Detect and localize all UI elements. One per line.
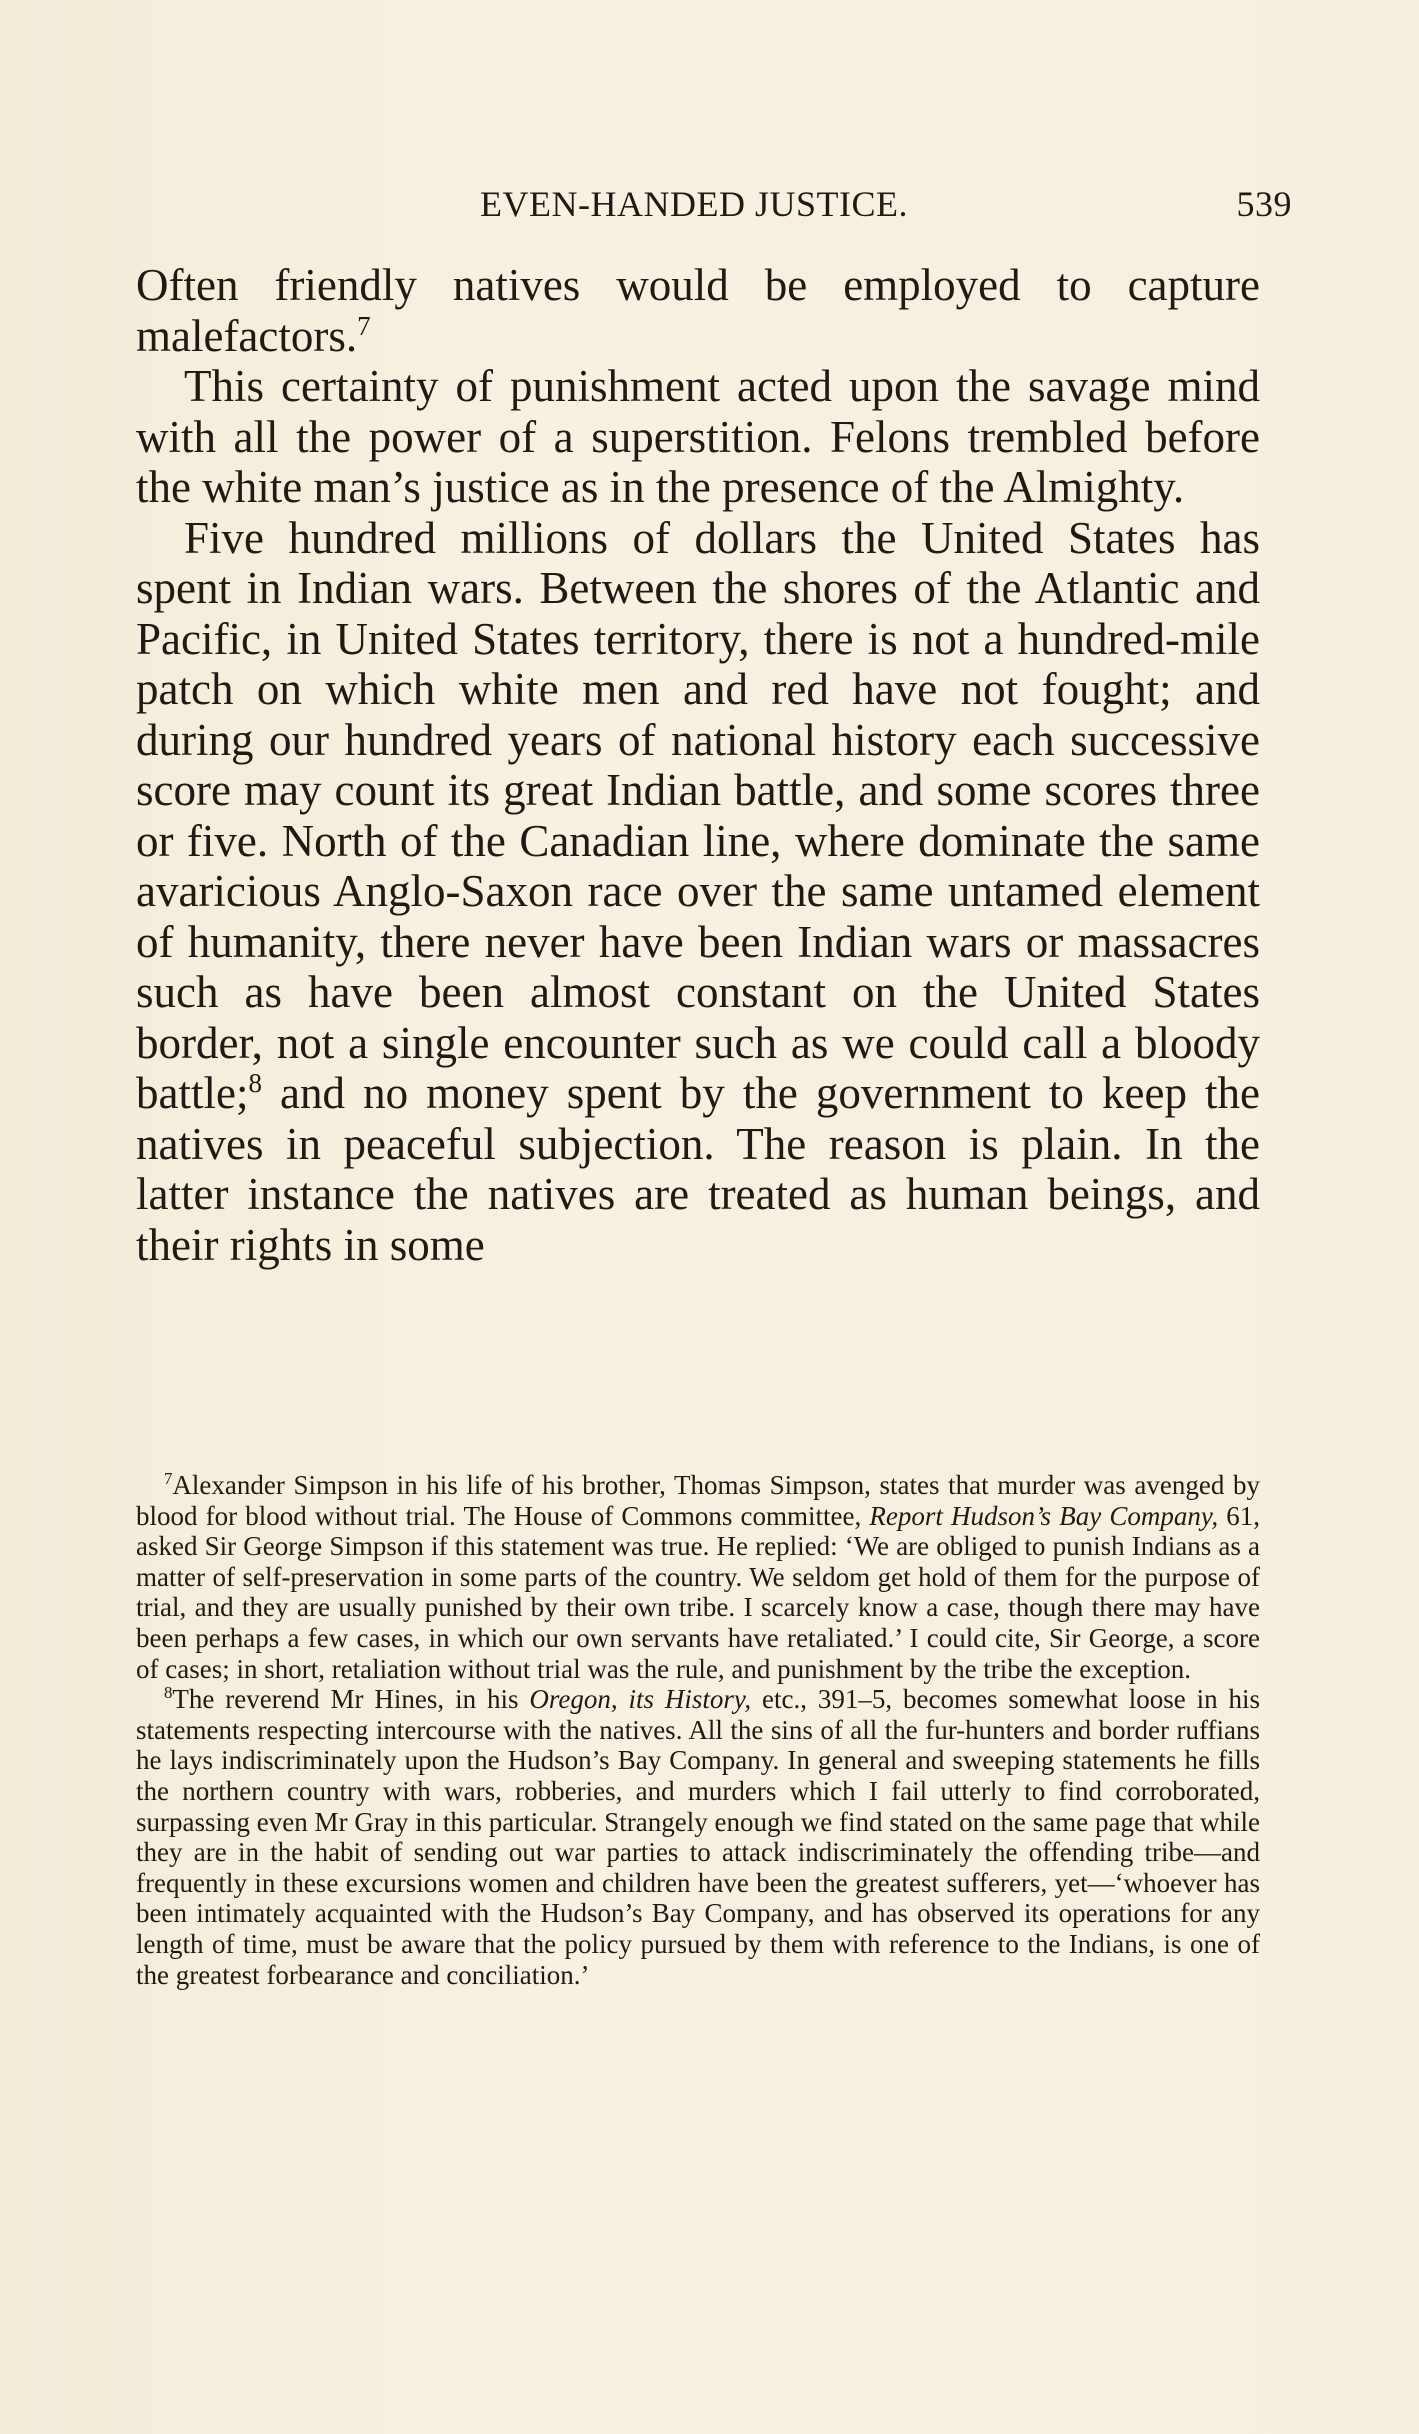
page-number: 539 <box>1236 184 1292 224</box>
footnote-7 <box>136 1470 1260 1684</box>
footnote-7-citation: Report Hudson’s Bay Company, <box>869 1500 1219 1531</box>
footnote-7-text-b: 61, asked Sir George Simpson if this statement was true. He replied: ‘We are obliged to punish Indians as a matter of self-preservation in some parts of the country. We seldom get hold of them for the purpose of trial, and they are usually punished by their own tribe. I scarcely know a case, though there may have been perhaps a few cases, in which our own servants have retaliated.’ I could cite, Sir George, a score of cases; in short, retaliation without trial was the rule, and punishment by the tribe the exception. <box>136 1500 1260 1684</box>
paragraph-1-text: Often friendly natives would be employed to capture malefactors. <box>136 260 1260 361</box>
paragraph-2-text: This certainty of punishment acted upon the savage mind with all the power of a superstition. Felons trembled before the white man’s justice as in the presence of the Almighty. <box>136 361 1260 512</box>
footnote-8-text-a: The reverend Mr Hines, in his <box>172 1684 530 1715</box>
running-header <box>420 183 1292 227</box>
footnote-ref-8: 8 <box>248 1068 262 1098</box>
paragraph-2 <box>136 361 1260 513</box>
footnote-ref-7: 7 <box>357 310 371 341</box>
footnote-8-text-b: etc., 391–5, becomes somewhat loose in his statements respecting intercourse with the natives. All the sins of all the fur-hunters and border ruffians he lays indiscriminately upon the Hudson’s Bay Company. In general and sweeping statements he fills the northern country with wars, robberies, and murders which I fail utterly to find corroborated, surpassing even Mr Gray in this particular. Strangely enough we find stated on the same page that while they are in the habit of sending out war parties to attack indiscriminately the offending tribe—and frequently in these excursions women and children have been the greatest sufferers, yet—‘whoever has been intimately acquainted with the Hudson’s Bay Company, and has observed its operations for any length of time, must be aware that the policy pursued by them with reference to the Indians, is one of the greatest forbearance and conciliation.’ <box>136 1684 1260 1990</box>
footnote-7-mark: 7 <box>164 1469 173 1488</box>
footnotes <box>136 1470 1260 1990</box>
footnote-8-mark: 8 <box>164 1683 173 1703</box>
paragraph-3-text-b: and no money spent by the government to keep the natives in peaceful subjection. The reason is plain. In the latter instance the natives are treated as human beings, and their rights in some <box>136 1068 1260 1270</box>
footnote-8 <box>136 1684 1260 1990</box>
paragraph-3 <box>136 513 1260 1271</box>
footnote-8-citation: Oregon, its History, <box>529 1684 752 1715</box>
footnote-7-text-a: Alexander Simpson in his life of his brother, Thomas Simpson, states that murder was avenged by blood for blood without trial. The House of Commons committee, <box>136 1470 1260 1531</box>
main-text <box>136 260 1260 1270</box>
paragraph-3-text-a: Five hundred millions of dollars the United States has spent in Indian wars. Between the shores of the Atlantic and Pacific, in United States territory, there is not a hundred-mile patch on which white men and red have not fought; and during our hundred years of national history each successive score may count its great Indian battle, and some scores three or five. North of the Canadian line, where dominate the same avaricious Anglo-Saxon race over the same untamed element of humanity, there never have been Indian wars or massacres such as have been almost constant on the United States border, not a single encounter such as we could call a bloody battle; <box>136 512 1260 1118</box>
running-title: EVEN-HANDED JUSTICE. <box>480 184 908 224</box>
paragraph-1 <box>136 260 1260 361</box>
